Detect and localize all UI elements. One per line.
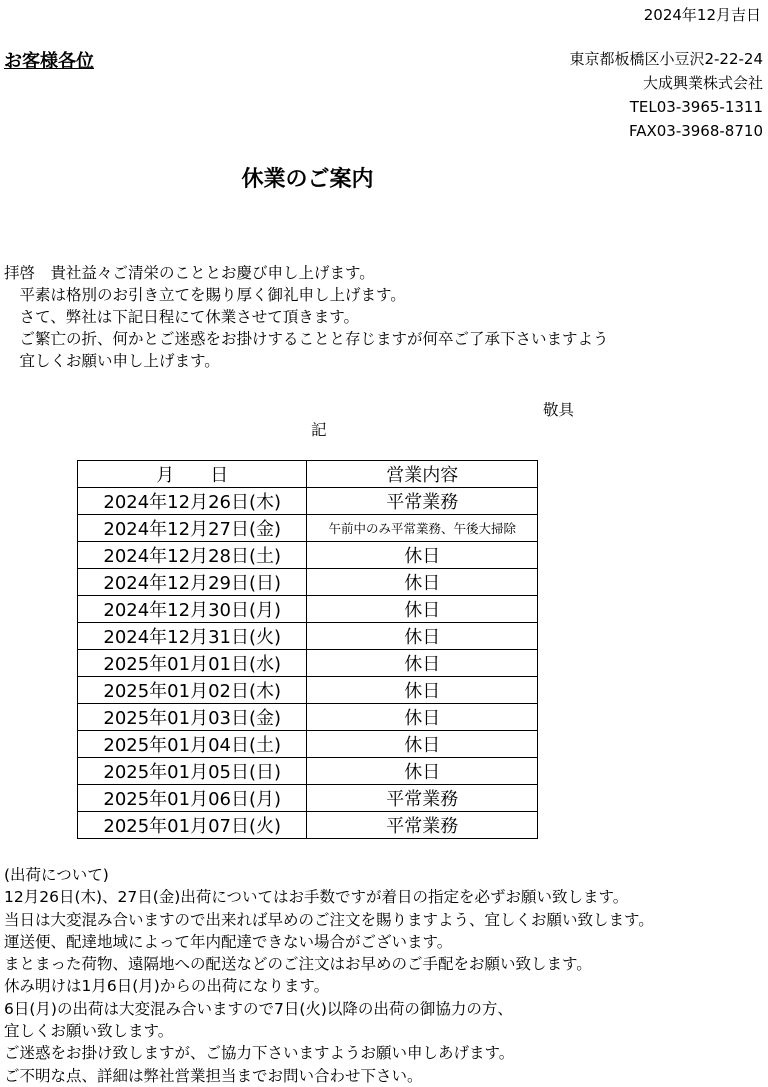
notes-line: ご迷惑をお掛け致しますが、ご協力下さいますようお願い申しあげます。: [4, 1044, 515, 1063]
notes-line: 休み明けは1月6日(月)からの出荷になります。: [4, 977, 330, 996]
table-row: [78, 650, 538, 677]
date-cell: 2025年01月02日(木): [78, 677, 307, 704]
notes-line: 宜しくお願い致します。: [4, 1022, 174, 1041]
date-cell: 2025年01月03日(金): [78, 704, 307, 731]
date-cell: 2025年01月07日(火): [78, 812, 307, 839]
greeting-line: 宜しくお願い申し上げます。: [4, 352, 220, 370]
table-row: [78, 515, 538, 542]
notes-line: 当日は大変混み合いますので出来れば早めのご注文を賜りますよう、宜しくお願い致します。: [4, 910, 654, 929]
notes-line: 運送便、配達地域によって年内配達できない場合がございます。: [4, 932, 453, 951]
notes-line: まとまった荷物、遠隔地への配送などのご注文はお早めのご手配をお願い致します。: [4, 955, 592, 974]
business-cell: 休日: [307, 677, 538, 704]
greeting-line: 拝啓 貴社益々ご清栄のこととお慶び申し上げます。: [4, 264, 375, 282]
greeting-line: ご繁亡の折、何かとご迷惑をお掛けすることと存じますが何卒ご了承下さいますよう: [4, 330, 609, 348]
date-cell: 2025年01月01日(水): [78, 650, 307, 677]
date-cell: 2024年12月31日(火): [78, 623, 307, 650]
business-cell: 休日: [307, 569, 538, 596]
date-cell: 2025年01月04日(土): [78, 731, 307, 758]
table-row: [78, 623, 538, 650]
ki-marker: 記: [311, 421, 327, 439]
table-row: [78, 758, 538, 785]
column-header-date: 月 日: [78, 461, 307, 488]
sender-fax: FAX03-3968-8710: [628, 122, 763, 140]
notes-line: 12月26日(木)、27日(金)出荷についてはお手数ですが着日の指定を必ずお願い致します。: [4, 888, 629, 907]
business-cell: 平常業務: [307, 785, 538, 812]
business-cell: 平常業務: [307, 488, 538, 515]
sender-tel: TEL03-3965-1311: [629, 98, 763, 116]
table-row: [78, 704, 538, 731]
table-row: [78, 569, 538, 596]
table-row: [78, 812, 538, 839]
column-header-business: 営業内容: [307, 461, 538, 488]
business-cell: 休日: [307, 650, 538, 677]
closing-keigu: 敬具: [543, 401, 575, 419]
table-row: [78, 785, 538, 812]
date-cell: 2024年12月28日(土): [78, 542, 307, 569]
business-cell: 午前中のみ平常業務、午後大掃除: [307, 515, 538, 542]
business-cell: 休日: [307, 704, 538, 731]
sender-address: 東京都板橋区小豆沢2-22-24: [569, 50, 763, 68]
notes-line: 6日(月)の出荷は大変混み合いますので7日(火)以降の出荷の御協力の方、: [4, 999, 513, 1018]
business-cell: 平常業務: [307, 812, 538, 839]
business-cell: 休日: [307, 623, 538, 650]
date-cell: 2024年12月27日(金): [78, 515, 307, 542]
date-cell: 2025年01月05日(日): [78, 758, 307, 785]
sender-company: 大成興業株式会社: [642, 74, 763, 92]
table-row: [78, 542, 538, 569]
table-header-row: [78, 461, 538, 488]
document-date: 2024年12月吉日: [643, 6, 761, 24]
shipping-notes: [4, 864, 654, 1087]
date-cell: 2024年12月29日(日): [78, 569, 307, 596]
table-row: [78, 488, 538, 515]
business-cell: 休日: [307, 596, 538, 623]
recipient-salutation: お客様各位: [4, 51, 94, 72]
holiday-schedule-table: [77, 460, 538, 839]
greeting-paragraph: [4, 262, 609, 372]
sender-block: [569, 47, 763, 143]
business-cell: 休日: [307, 731, 538, 758]
table-row: [78, 677, 538, 704]
business-cell: 休日: [307, 542, 538, 569]
notes-heading: (出荷について): [4, 866, 109, 884]
date-cell: 2024年12月26日(木): [78, 488, 307, 515]
business-cell: 休日: [307, 758, 538, 785]
date-cell: 2025年01月06日(月): [78, 785, 307, 812]
greeting-line: さて、弊社は下記日程にて休業させて頂きます。: [4, 308, 359, 326]
table-row: [78, 731, 538, 758]
date-cell: 2024年12月30日(月): [78, 596, 307, 623]
greeting-line: 平素は格別のお引き立てを賜り厚く御礼申し上げます。: [4, 286, 406, 304]
notes-line: ご不明な点、詳細は弊社営業担当までお問い合わせ下さい。: [4, 1066, 423, 1085]
page-title: 休業のご案内: [241, 167, 374, 192]
table-row: [78, 596, 538, 623]
